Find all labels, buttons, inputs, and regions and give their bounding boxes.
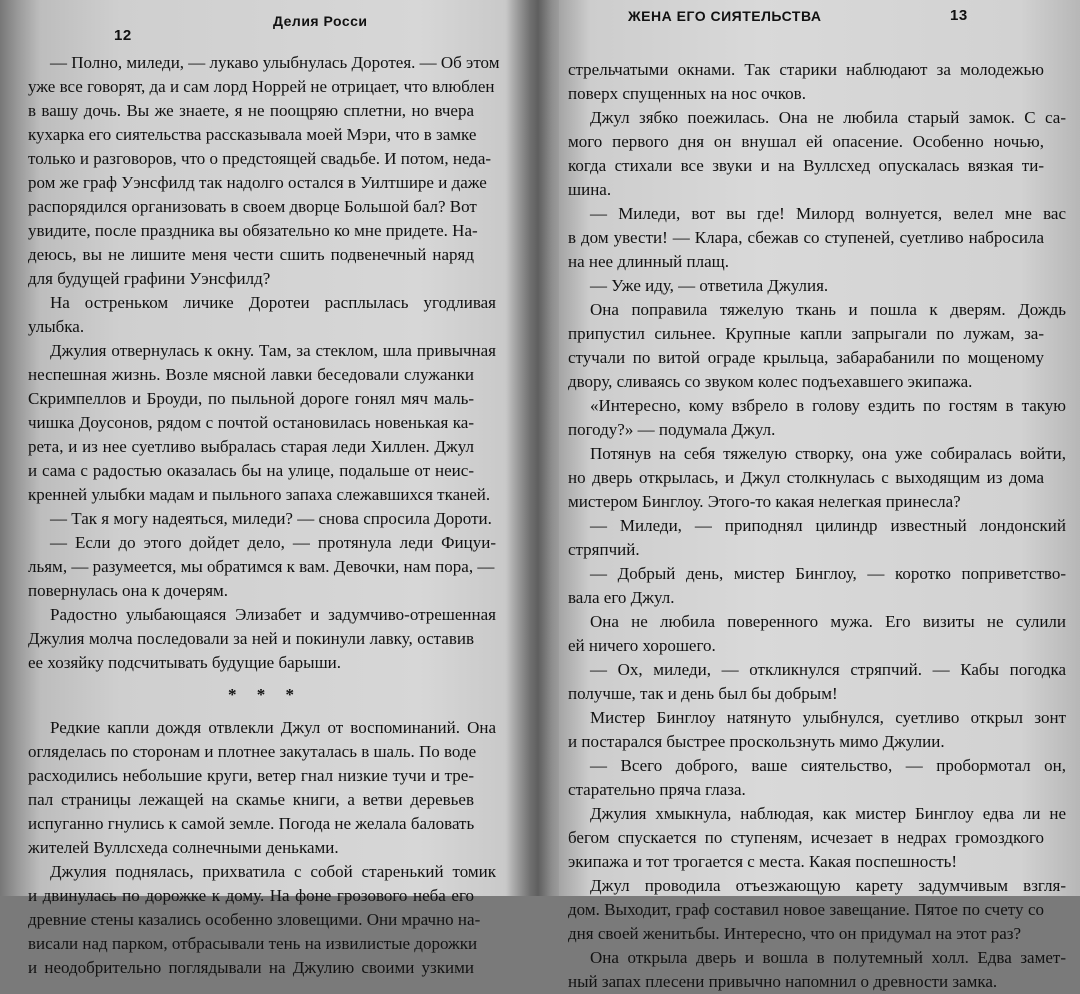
text-line: кренней улыбки мадам и пыльного запаха слежавшихся тканей.: [28, 485, 491, 504]
right-page: [568, 0, 1066, 991]
text-line: ром же граф Уэнсфилд так надолго остался в Уилтшире и даже: [28, 173, 487, 192]
text-line: Потянув на себя тяжелую створку, она уже собиралась войти,: [590, 444, 1066, 463]
text-line: припустил сильнее. Крупные капли запрыгали по лужам, за-: [568, 324, 1044, 343]
text-line: и постарался быстрее проскользнуть мимо Джулии.: [568, 732, 945, 751]
text-line: — Так я могу надеяться, миледи? — снова спросила Дороти.: [50, 509, 492, 528]
right-page-body: [568, 58, 1066, 994]
text-line: получше, так и день был бы добрым!: [568, 684, 838, 703]
text-line: Радостно улыбающаяся Элизабет и задумчиво-отрешенная: [50, 605, 496, 624]
text-line: рета, и из нее суетливо выбралась старая леди Хиллен. Джул: [28, 437, 474, 456]
text-line: Она не любила поверенного мужа. Его визиты не сулили: [590, 612, 1066, 631]
text-line: уже все говорят, да и сам лорд Норрей не отрицает, что влюблен: [28, 77, 495, 96]
text-line: и двинулась по дорожке к дому. На фоне грозового неба его: [28, 886, 474, 905]
text-line: Она открыла дверь и вошла в полутемный холл. Едва замет-: [590, 948, 1066, 967]
text-line: расходились небольшие круги, ветер гнал низкие тучи и тре-: [28, 766, 474, 785]
section-divider: * * *: [228, 685, 302, 704]
text-line: но дверь открылась, и Джул столкнулась с выходящим из дома: [568, 468, 1044, 487]
text-line: — Полно, миледи, — лукаво улыбнулась Доротея. — Об этом: [50, 53, 500, 72]
text-line: пал страницы лежащей на скамье книги, а ветви деревьев: [28, 790, 474, 809]
text-line: дом. Выходит, граф составил новое завещание. Пятое по счету со: [568, 900, 1044, 919]
text-line: На остреньком личике Доротеи расплылась угодливая: [50, 293, 496, 312]
right-running-head: [568, 8, 1062, 36]
text-line: экипажа и тот трогается с места. Какая поспешность!: [568, 852, 958, 871]
text-line: ее хозяйку подсчитывать будущие барыши.: [28, 653, 342, 672]
right-running-title: ЖЕНА ЕГО СИЯТЕЛЬСТВА: [628, 8, 822, 24]
text-line: поверх спущенных на нос очков.: [568, 84, 806, 103]
text-line: Скримпеллов и Броуди, по пыльной дороге гонял мяч маль-: [28, 389, 474, 408]
text-line: — Миледи, — приподнял цилиндр известный лондонский: [590, 516, 1066, 535]
text-line: кухарка его сиятельства рассказывала моей Мэри, что в замке: [28, 125, 477, 144]
text-line: — Добрый день, мистер Бинглоу, — коротко поприветство-: [590, 564, 1066, 583]
text-line: вала его Джул.: [568, 588, 675, 607]
text-line: повернулась она к дочерям.: [28, 581, 229, 600]
text-line: — Миледи, вот вы где! Милорд волнуется, велел мне вас: [590, 204, 1066, 223]
text-line: льям, — разумеется, мы обратимся к вам. Девочки, нам пора, —: [28, 557, 495, 576]
text-line: деюсь, вы не лишите меня чести сшить подвенечный наряд: [28, 245, 474, 264]
text-line: ный запах плесени привычно напомнил о древности замка.: [568, 972, 998, 991]
text-line: стрельчатыми окнами. Так старики наблюдают за молодежью: [568, 60, 1044, 79]
text-line: испуганно гнулись к самой земле. Погода не желала баловать: [28, 814, 475, 833]
left-page: [28, 0, 502, 977]
text-line: увидите, после праздника вы обязательно ко мне придете. На-: [28, 221, 478, 240]
text-line: стучали по витой ограде крыльца, забарабанили по мощеному: [568, 348, 1044, 367]
text-line: улыбка.: [28, 317, 85, 336]
text-line: для будущей графини Уэнсфилд?: [28, 269, 271, 288]
text-line: на нее длинный плащ.: [568, 252, 729, 271]
text-line: и неодобрительно поглядывали на Джулию своими узкими: [28, 958, 474, 977]
text-line: Джулия отвернулась к окну. Там, за стеклом, шла привычная: [50, 341, 496, 360]
text-line: и сама с радостью оказалась бы на улице, подальше от неис-: [28, 461, 474, 480]
text-line: шина.: [568, 180, 612, 199]
text-line: — Уже иду, — ответила Джулия.: [590, 276, 829, 295]
text-line: в дом увести! — Клара, сбежав со ступеней, суетливо набросила: [568, 228, 1044, 247]
book-gutter: [507, 0, 559, 896]
text-line: огляделась по сторонам и плотнее закуталась в шаль. По воде: [28, 742, 477, 761]
text-line: — Всего доброго, ваше сиятельство, — пробормотал он,: [590, 756, 1066, 775]
text-line: погоду?» — подумала Джул.: [568, 420, 776, 439]
text-line: в вашу дочь. Вы же знаете, я не поощряю сплетни, но вчера: [28, 101, 474, 120]
text-line: Она поправила тяжелую ткань и пошла к дверям. Дождь: [590, 300, 1066, 319]
left-page-number: 12: [114, 27, 132, 44]
text-line: только и разговоров, что о предстоящей свадьбе. И потом, неда-: [28, 149, 492, 168]
text-line: бегом спускается по ступеням, исчезает в недрах громоздкого: [568, 828, 1044, 847]
text-line: Джулия хмыкнула, наблюдая, как мистер Бинглоу едва ли не: [590, 804, 1066, 823]
text-line: старательно пряча глаза.: [568, 780, 746, 799]
text-line: Редкие капли дождя отвлекли Джул от воспоминаний. Она: [50, 718, 496, 737]
text-line: двору, сливаясь со звуком колес подъехавшего экипажа.: [568, 372, 973, 391]
left-running-title: Делия Росси: [273, 13, 368, 29]
text-line: Джул проводила отъезжающую карету задумчивым взгля-: [590, 876, 1066, 895]
text-line: — Если до этого дойдет дело, — протянула леди Фицуи-: [50, 533, 496, 552]
text-line: ей ничего хорошего.: [568, 636, 716, 655]
text-line: когда стихали все звуки и на Вуллсхед опускалась вязкая ти-: [568, 156, 1044, 175]
text-line: чишка Доусонов, рядом с почтой остановилась новенькая ка-: [28, 413, 474, 432]
text-line: неспешная жизнь. Возле мясной лавки беседовали служанки: [28, 365, 474, 384]
text-line: мого первого дня он внушал ей опасение. Особенно ночью,: [568, 132, 1044, 151]
text-line: Джулия молча последовали за ней и покинули лавку, оставив: [28, 629, 474, 648]
left-running-head: [28, 13, 502, 44]
text-line: Джул зябко поежилась. Она не любила старый замок. С са-: [590, 108, 1066, 127]
text-line: Мистер Бинглоу натянуто улыбнулся, суетливо открыл зонт: [590, 708, 1066, 727]
text-line: стряпчий.: [568, 540, 640, 559]
text-line: дня своей женитьбы. Интересно, что он придумал на этот раз?: [568, 924, 1022, 943]
text-line: «Интересно, кому взбрело в голову ездить по гостям в такую: [590, 396, 1066, 415]
left-page-body: [28, 51, 502, 980]
text-line: мистером Бинглоу. Этого-то какая нелегкая принесла?: [568, 492, 961, 511]
text-line: древние стены казались особенно зловещими. Они мрачно на-: [28, 910, 481, 929]
right-page-number: 13: [950, 7, 968, 24]
text-line: распорядился организовать в своем дворце Большой бал? Вот: [28, 197, 477, 216]
text-line: Джулия поднялась, прихватила с собой старенький томик: [50, 862, 496, 881]
text-line: жителей Вуллсхеда солнечными деньками.: [28, 838, 339, 857]
text-line: — Ох, миледи, — откликнулся стряпчий. — Кабы погодка: [590, 660, 1066, 679]
text-line: висали над парком, отбрасывали тень на извилистые дорожки: [28, 934, 478, 953]
